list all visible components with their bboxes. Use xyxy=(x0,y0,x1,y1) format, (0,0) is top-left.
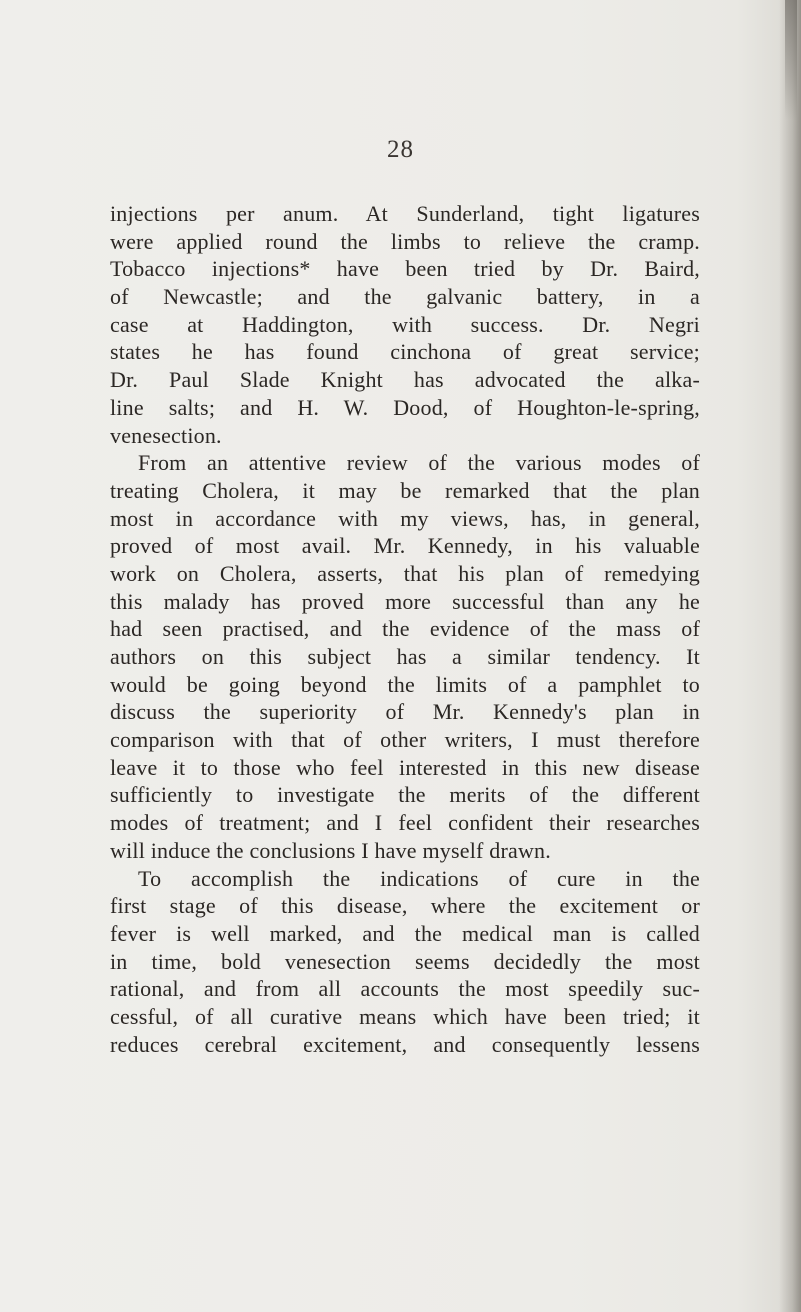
text-line: in time, bold venesection seems decidedly the most xyxy=(110,948,700,974)
text-line: sufficiently to investigate the merits of the different xyxy=(110,782,700,808)
text-line: modes of treatment; and I feel confident their researches xyxy=(110,810,700,836)
text-line: will induce the conclusions I have myself drawn. xyxy=(110,837,551,863)
text-line: leave it to those who feel interested in this new disease xyxy=(110,754,700,780)
text-line: treating Cholera, it may be remarked that the plan xyxy=(110,477,700,503)
text-line: would be going beyond the limits of a pamphlet to xyxy=(110,671,700,697)
text-line: discuss the superiority of Mr. Kennedy's plan in xyxy=(110,699,700,725)
text-line: injections per anum. At Sunderland, tight ligatures xyxy=(110,201,700,226)
text-line: reduces cerebral excitement, and consequently lessens xyxy=(110,1031,700,1057)
text-line: work on Cholera, asserts, that his plan of remedying xyxy=(110,560,700,586)
text-line: venesection. xyxy=(110,422,222,448)
text-line: were applied round the limbs to relieve the cramp. xyxy=(110,228,700,254)
text-line: Dr. Paul Slade Knight has advocated the alka- xyxy=(110,367,700,393)
text-line: fever is well marked, and the medical man is called xyxy=(110,920,700,946)
page-edge-shadow xyxy=(779,0,801,1312)
text-line: proved of most avail. Mr. Kennedy, in his valuable xyxy=(110,533,700,559)
text-line: authors on this subject has a similar tendency. It xyxy=(110,644,700,669)
text-line: rational, and from all accounts the most speedily suc- xyxy=(110,976,700,1002)
text-line: To accomplish the indications of cure in the xyxy=(138,865,700,891)
text-line: of Newcastle; and the galvanic battery, in a xyxy=(110,284,700,310)
text-line: most in accordance with my views, has, in general, xyxy=(110,505,700,531)
text-line: case at Haddington, with success. Dr. Negri xyxy=(110,311,700,337)
text-line: From an attentive review of the various modes of xyxy=(138,450,700,476)
text-line: Tobacco injections* have been tried by Dr. Baird, xyxy=(110,256,700,282)
text-line: cessful, of all curative means which have been tried; it xyxy=(110,1003,700,1029)
text-line: states he has found cinchona of great service; xyxy=(110,339,700,365)
text-line: line salts; and H. W. Dood, of Houghton-le-spring, xyxy=(110,394,700,420)
text-line: comparison with that of other writers, I must therefore xyxy=(110,727,700,753)
text-line: had seen practised, and the evidence of the mass of xyxy=(110,616,700,642)
page-number: 28 xyxy=(387,136,414,163)
text-line: this malady has proved more successful than any he xyxy=(110,588,700,614)
text-line: first stage of this disease, where the excitement or xyxy=(110,893,700,919)
body-text xyxy=(110,200,700,1058)
